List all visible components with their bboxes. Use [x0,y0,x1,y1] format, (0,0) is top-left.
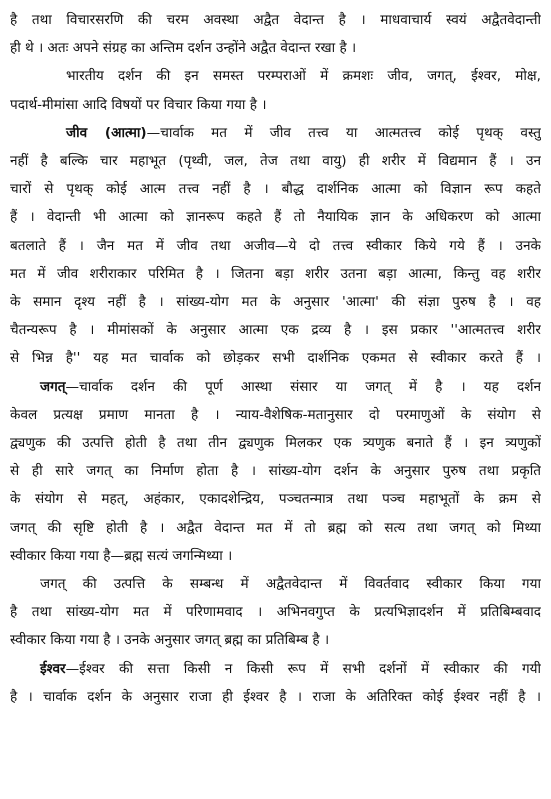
text-line: द्व्यणुक की उत्पत्ति होती है तथा तीन द्व्यणुक मिलकर एक त्र्यणुक बनाते हैं । इन त्र्यणुकों [10,435,541,452]
text-line: है तथा विचारसरणि की चरम अवस्था अद्वैत वेदान्त है । माधवाचार्य स्वयं अद्वैतवेदान्ती [10,12,541,28]
text-line: केवल प्रत्यक्ष प्रमाण मानता है । न्याय-वैशेषिक-मतानुसार दो परमाणुओं के संयोग से [10,406,541,423]
text-line: भारतीय दर्शन की इन समस्त परम्पराओं में क्रमशः जीव, जगत्, ईश्वर, मोक्ष, [66,68,541,85]
text-line: जगत् की सृष्टि होती है । अद्वैत वेदान्त मत में तो ब्रह्म को सत्य तथा जगत् को मिथ्या [10,519,541,536]
text-line: स्वीकार किया गया है । उनके अनुसार जगत् ब्रह्म का प्रतिबिम्ब है । [10,632,330,649]
text-line: चारों से पृथक् कोई आत्म तत्त्व नहीं है । बौद्ध दार्शनिक आत्मा को विज्ञान रूप कहते [10,181,541,198]
text-run: —चार्वाक दर्शन की पूर्ण आस्था संसार या जगत् में है । यह दर्शन [65,378,541,395]
text-line: है तथा सांख्य-योग मत में परिणामवाद । अभिनवगुप्त के प्रत्यभिज्ञादर्शन में प्रतिबिम्बवाद [10,604,541,621]
paragraph-vivartavada [10,570,541,655]
text-line: है । चार्वाक दर्शन के अनुसार राजा ही ईश्वर है । राजा के अतिरिक्त कोई ईश्वर नहीं है । [10,688,541,705]
text-run: —ईश्वर की सत्ता किसी न किसी रूप में सभी दर्शनों में स्वीकार की गयी [65,660,541,677]
text-line [10,655,541,683]
text-line: के संयोग से महत्, अहंकार, एकादशेन्द्रिय, पञ्चतन्मात्र तथा पञ्च महाभूतों के क्रम से [10,491,541,508]
text-line: के समान दृश्य नहीं है । सांख्य-योग मत के अनुसार 'आत्मा' की संज्ञा पुरुष है । वह [10,294,541,311]
text-line: ही थे । अतः अपने संग्रह का अन्तिम दर्शन उन्होंने अद्वैत वेदान्त रखा है । [10,40,357,57]
paragraph-intro [10,6,541,62]
text-line: जगत् की उत्पत्ति के सम्बन्ध में अद्वैतवेदान्त में विवर्तवाद स्वीकार किया गया [40,576,541,593]
text-line: पदार्थ-मीमांसा आदि विषयों पर विचार किया गया है । [10,96,267,113]
text-line: नहीं है बल्कि चार महाभूत (पृथ्वी, जल, तेज तथा वायु) ही शरीर में विद्यमान हैं । उन [10,153,541,170]
text-line [10,119,541,147]
section-heading-jiva: जीव (आत्मा) [66,124,147,141]
text-run: —चार्वाक मत में जीव तत्त्व या आत्मतत्त्व कोई पृथक् वस्तु [146,124,541,141]
paragraph-jagat [10,373,541,570]
paragraph-ishvara [10,655,541,711]
text-line: चैतन्यरूप है । मीमांसकों के अनुसार आत्मा एक द्रव्य है । इस प्रकार ''आत्मतत्त्व शरीर [10,322,541,339]
section-heading-jagat: जगत् [40,378,66,395]
text-line [10,373,541,401]
text-line: मत में जीव शरीराकार परिमित है । जितना बड़ा शरीर उतना बड़ा आत्मा, किन्तु वह शरीर [10,265,541,282]
paragraph-jiva [10,119,541,373]
text-line: से भिन्न है'' यह मत चार्वाक को छोड़कर सभी दार्शनिक एकमत से स्वीकार करते हैं । [10,350,541,367]
paragraph-topics [10,62,541,118]
text-line: स्वीकार किया गया है—ब्रह्म सत्यं जगन्मिथ्या । [10,547,233,564]
text-line: से ही सारे जगत् का निर्माण होता है । सांख्य-योग दर्शन के अनुसार पुरुष तथा प्रकृति [10,463,541,480]
section-heading-ishvara: ईश्वर [40,660,66,677]
text-line: बतलाते हैं । जैन मत में जीव तथा अजीव—ये दो तत्त्व स्वीकार किये गये हैं । उनके [10,237,541,254]
text-line: हैं । वेदान्ती भी आत्मा को ज्ञानरूप कहते हैं तो नैयायिक ज्ञान के अधिकरण को आत्मा [10,209,541,226]
